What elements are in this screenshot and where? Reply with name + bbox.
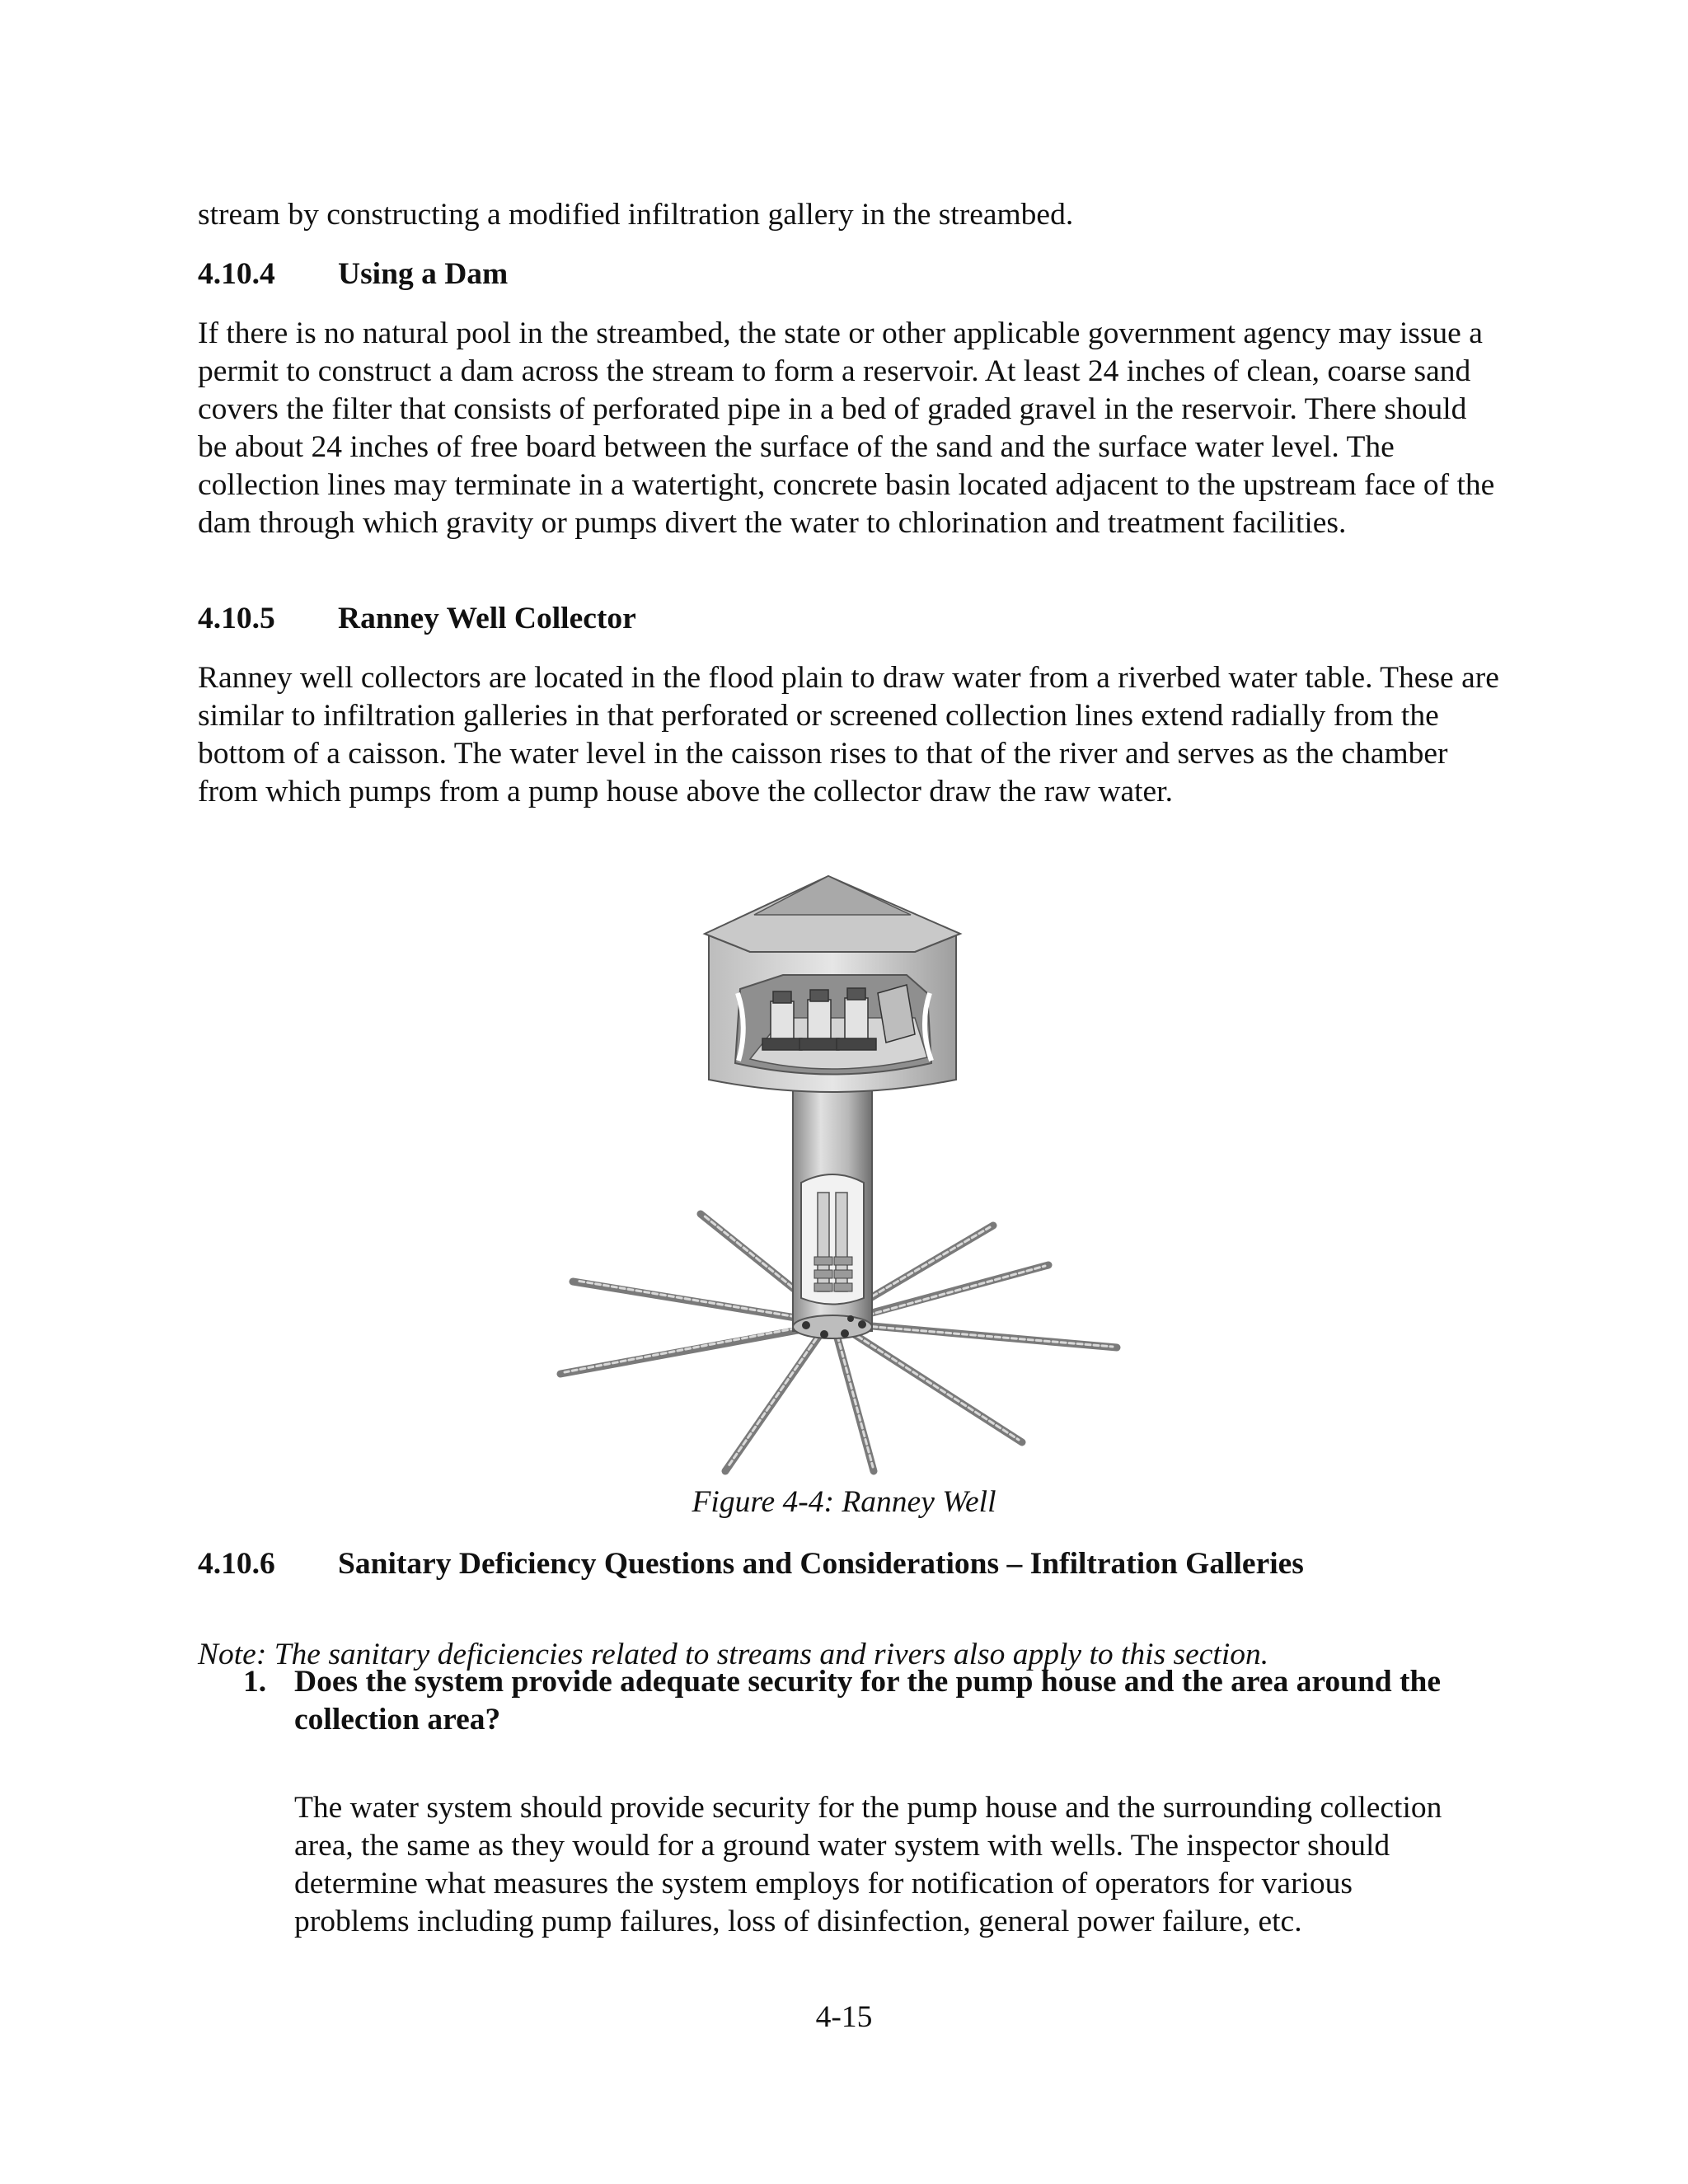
section-heading-4-10-4	[198, 255, 508, 293]
section-note: Note: The sanitary deficiencies related to streams and rivers also apply to this section.	[198, 1637, 1269, 1671]
figure-caption: Figure 4-4: Ranney Well	[692, 1485, 996, 1519]
section-number: 4.10.6	[198, 1547, 275, 1581]
question-item	[243, 1663, 1496, 1739]
section-body-4-10-5: Ranney well collectors are located in the flood plain to draw water from a riverbed water table. These are similar to infiltration galleries in that perforated or screened collection lines extend radially from the bottom of a caisson. The water level in the caisson rises to that of the river and serves as the chamber from which pumps from a pump house above the collector draw the raw water.	[198, 661, 1499, 808]
pump-house	[705, 876, 960, 1092]
section-title: Using a Dam	[338, 257, 509, 291]
question-text: Does the system provide adequate security for the pump house and the area around the collection area?	[294, 1665, 1442, 1736]
ranney-well-figure	[544, 869, 1146, 1479]
section-title: Ranney Well Collector	[338, 602, 636, 635]
section-heading-4-10-5	[198, 600, 636, 638]
section-number: 4.10.4	[198, 257, 275, 291]
page-number: 4-15	[815, 2000, 873, 2034]
section-number: 4.10.5	[198, 602, 275, 635]
intro-paragraph: stream by constructing a modified infiltration gallery in the streambed.	[198, 198, 1074, 232]
section-title: Sanitary Deficiency Questions and Considerations – Infiltration Galleries	[338, 1547, 1304, 1581]
section-body-4-10-4: If there is no natural pool in the streambed, the state or other applicable government agency may issue a permit to construct a dam across the stream to form a reservoir. At least 24 inches of clean, coarse sand covers the filter that consists of perforated pipe in a bed of graded gravel in the reservoir. There should be about 24 inches of free board between the surface of the sand and the surface water level. The collection lines may terminate in a watertight, concrete basin located adjacent to the upstream face of the dam through which gravity or pumps divert the water to chlorination and treatment facilities.	[198, 316, 1495, 540]
section-heading-4-10-6	[198, 1545, 1304, 1583]
question-number: 1.	[243, 1665, 267, 1699]
question-answer: The water system should provide security for the pump house and the surrounding collection area, the same as they would for a ground water system with wells. The inspector should determine what measures the system employs for notification of operators for various problems including pump failures, loss of disinfection, general power failure, etc.	[294, 1790, 1442, 1938]
